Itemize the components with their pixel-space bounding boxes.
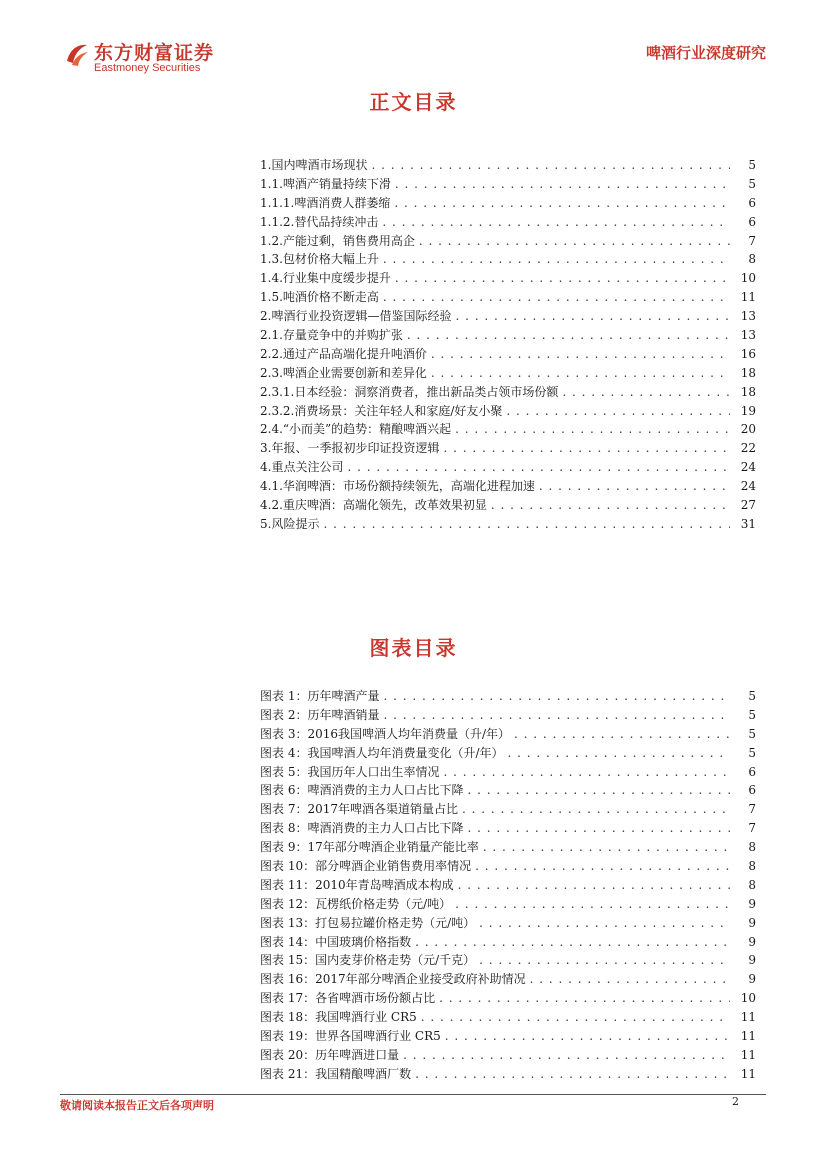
dot-leader [562, 383, 730, 402]
figure-entry[interactable] [260, 763, 756, 782]
toc-entry[interactable] [260, 402, 756, 421]
dot-leader [415, 1065, 730, 1084]
logo-mark-icon [64, 41, 90, 67]
figure-entry-label: 图表 2：历年啤酒销量 [260, 707, 380, 722]
toc-entry-label: 2.4.“小而美”的趋势：精酿啤酒兴起 [260, 422, 452, 437]
toc-entry[interactable] [260, 439, 756, 458]
figure-list-title: 图表目录 [369, 636, 458, 660]
toc-entry[interactable] [260, 345, 756, 364]
figure-entry[interactable] [260, 970, 756, 989]
figure-entry-label: 图表 15：国内麦芽价格走势（元/千克） [260, 953, 476, 968]
dot-leader [514, 725, 730, 744]
toc-entry-label: 2.3.2.消费场景：关注年轻人和家庭/好友小聚 [260, 403, 503, 418]
toc-entry[interactable] [260, 232, 756, 251]
figure-entry[interactable] [260, 933, 756, 952]
dot-leader [445, 1027, 730, 1046]
toc-entry[interactable] [260, 458, 756, 477]
toc-entry-page: 6 [748, 195, 756, 210]
figure-entry-page: 6 [748, 783, 756, 798]
dot-leader [508, 744, 731, 763]
figure-entry[interactable] [260, 838, 756, 857]
figure-entry-label: 图表 16：2017年部分啤酒企业接受政府补助情况 [260, 972, 526, 987]
toc-entry[interactable] [260, 326, 756, 345]
dot-leader [467, 819, 730, 838]
figure-entry[interactable] [260, 1027, 756, 1046]
figure-entry-page: 11 [740, 1010, 756, 1025]
list-of-figures [260, 687, 756, 1084]
toc-entry-page: 8 [748, 252, 756, 267]
figure-entry-page: 8 [748, 877, 756, 892]
toc-entry-page: 27 [740, 498, 756, 513]
figure-entry[interactable] [260, 895, 756, 914]
toc-entry[interactable] [260, 307, 756, 326]
toc-entry[interactable] [260, 383, 756, 402]
toc-entry-label: 1.4.行业集中度缓步提升 [260, 271, 391, 286]
toc-entry-label: 1.2.产能过剩，销售费用高企 [260, 233, 415, 248]
toc-entry-label: 1.5.吨酒价格不断走高 [260, 290, 379, 305]
figure-entry-label: 图表 17：各省啤酒市场份额占比 [260, 991, 436, 1006]
dot-leader [323, 515, 730, 534]
dot-leader [455, 895, 730, 914]
toc-entry-page: 13 [740, 328, 756, 343]
toc-entry-label: 1.1.啤酒产销量持续下滑 [260, 176, 391, 191]
figure-entry[interactable] [260, 1065, 756, 1084]
figure-entry-label: 图表 13：打包易拉罐价格走势（元/吨） [260, 915, 476, 930]
toc-entry[interactable] [260, 194, 756, 213]
figure-entry-label: 图表 10：部分啤酒企业销售费用率情况 [260, 859, 472, 874]
figure-entry-label: 图表 14：中国玻璃价格指数 [260, 934, 412, 949]
dot-leader [530, 970, 730, 989]
logo-chinese-name: 东方财富证券 [94, 42, 215, 64]
figure-entry-page: 11 [740, 1066, 756, 1081]
toc-entry-page: 10 [740, 271, 756, 286]
toc-entry-page: 22 [740, 441, 756, 456]
toc-entry-page: 7 [748, 233, 756, 248]
dot-leader [439, 989, 730, 1008]
dot-leader [347, 458, 730, 477]
dot-leader [491, 496, 730, 515]
toc-entry-page: 18 [740, 365, 756, 380]
dot-leader [467, 781, 730, 800]
figure-entry-label: 图表 3：2016我国啤酒人均年消费量（升/年） [260, 726, 511, 741]
dot-leader [458, 876, 730, 895]
figure-entry[interactable] [260, 989, 756, 1008]
footer-divider [60, 1094, 766, 1095]
toc-entry[interactable] [260, 288, 756, 307]
dot-leader [403, 1046, 730, 1065]
dot-leader [421, 1008, 730, 1027]
dot-leader [479, 914, 730, 933]
dot-leader [419, 232, 730, 251]
figure-entry-label: 图表 12：瓦楞纸价格走势（元/吨） [260, 896, 452, 911]
dot-leader [506, 402, 730, 421]
figure-entry[interactable] [260, 800, 756, 819]
dot-leader [431, 364, 730, 383]
toc-entry[interactable] [260, 364, 756, 383]
toc-entry[interactable] [260, 420, 756, 439]
toc-entry-label: 1.1.2.替代品持续冲击 [260, 214, 379, 229]
dot-leader [407, 326, 730, 345]
dot-leader [431, 345, 730, 364]
figure-entry-label: 图表 8：啤酒消费的主力人口占比下降 [260, 821, 464, 836]
figure-entry-page: 8 [748, 859, 756, 874]
dot-leader [383, 250, 730, 269]
dot-leader [462, 800, 730, 819]
toc-entry-page: 6 [748, 214, 756, 229]
figure-entry-label: 图表 18：我国啤酒行业 CR5 [260, 1010, 417, 1025]
dot-leader [475, 857, 730, 876]
company-logo [60, 38, 260, 78]
figure-entry-label: 图表 4：我国啤酒人均年消费量变化（升/年） [260, 745, 504, 760]
toc-entry[interactable] [260, 269, 756, 288]
figure-entry[interactable] [260, 744, 756, 763]
toc-entry[interactable] [260, 477, 756, 496]
toc-entry-page: 24 [740, 479, 756, 494]
dot-leader [371, 156, 730, 175]
dot-leader [539, 477, 730, 496]
figure-entry[interactable] [260, 819, 756, 838]
dot-leader [394, 194, 730, 213]
toc-entry-page: 11 [740, 290, 756, 305]
dot-leader [415, 933, 730, 952]
toc-entry-label: 3.年报、一季报初步印证投资逻辑 [260, 441, 440, 456]
figure-entry-page: 9 [748, 934, 756, 949]
page-number: 2 [732, 1095, 739, 1108]
toc-title: 正文目录 [369, 90, 458, 114]
toc-entry-page: 5 [748, 158, 756, 172]
toc-entry-label: 1.3.包材价格大幅上升 [260, 252, 379, 267]
dot-leader [382, 213, 730, 232]
toc-entry[interactable] [260, 175, 756, 194]
figure-entry-label: 图表 7：2017年啤酒各渠道销量占比 [260, 802, 458, 817]
toc-entry[interactable] [260, 213, 756, 232]
dot-leader [479, 951, 730, 970]
logo-english-name: Eastmoney Securities [94, 62, 201, 74]
footer-disclaimer: 敬请阅读本报告正文后各项声明 [60, 1099, 214, 1112]
figure-entry-label: 图表 19：世界各国啤酒行业 CR5 [260, 1029, 441, 1044]
figure-entry-label: 图表 20：历年啤酒进口量 [260, 1047, 400, 1062]
figure-entry[interactable] [260, 914, 756, 933]
figure-entry[interactable] [260, 1046, 756, 1065]
figure-entry[interactable] [260, 1008, 756, 1027]
figure-entry-page: 11 [740, 1029, 756, 1044]
figure-entry-label: 图表 21：我国精酿啤酒厂数 [260, 1066, 412, 1081]
dot-leader [383, 706, 730, 725]
toc-entry-label: 2.啤酒行业投资逻辑—借鉴国际经验 [260, 309, 452, 324]
toc-entry-label: 4.2.重庆啤酒：高端化领先，改革效果初显 [260, 498, 487, 513]
toc-entry-label: 4.1.华润啤酒：市场份额持续领先，高端化进程加速 [260, 479, 535, 494]
figure-entry[interactable] [260, 725, 756, 744]
dot-leader [395, 175, 730, 194]
figure-entry-page: 5 [748, 707, 756, 722]
figure-entry-label: 图表 5：我国历年人口出生率情况 [260, 764, 440, 779]
toc-entry-page: 20 [740, 422, 756, 437]
figure-entry-label: 图表 11：2010年青岛啤酒成本构成 [260, 877, 454, 892]
figure-entry-page: 10 [740, 991, 756, 1006]
toc-entry[interactable] [260, 250, 756, 269]
toc-entry-page: 24 [740, 460, 756, 475]
dot-leader [483, 838, 730, 857]
toc-entry-page: 13 [740, 309, 756, 324]
figure-entry-label: 图表 1：历年啤酒产量 [260, 689, 380, 703]
figure-entry-page: 11 [740, 1047, 756, 1062]
dot-leader [383, 687, 730, 706]
toc-entry-label: 2.3.啤酒企业需要创新和差异化 [260, 365, 427, 380]
figure-entry-page: 9 [748, 896, 756, 911]
toc-entry-label: 2.1.存量竞争中的并购扩张 [260, 328, 403, 343]
dot-leader [395, 269, 730, 288]
toc-entry-label: 5.风险提示 [260, 516, 320, 531]
figure-entry-page: 5 [748, 726, 756, 741]
report-type-label: 啤酒行业深度研究 [645, 44, 766, 62]
toc-entry-label: 1.国内啤酒市场现状 [260, 158, 368, 172]
toc-entry-label: 2.2.通过产品高端化提升吨酒价 [260, 346, 427, 361]
figure-entry[interactable] [260, 876, 756, 895]
figure-entry-page: 9 [748, 953, 756, 968]
toc-entry-label: 2.3.1.日本经验：洞察消费者，推出新品类占领市场份额 [260, 384, 559, 399]
figure-entry[interactable] [260, 857, 756, 876]
figure-entry-page: 7 [748, 802, 756, 817]
figure-entry-label: 图表 9：17年部分啤酒企业销量产能比率 [260, 840, 479, 855]
figure-entry-page: 5 [748, 689, 756, 703]
figure-entry-page: 6 [748, 764, 756, 779]
figure-entry-page: 8 [748, 840, 756, 855]
dot-leader [383, 288, 730, 307]
toc-entry-page: 19 [740, 403, 756, 418]
toc-entry-page: 31 [740, 516, 756, 531]
toc-entry[interactable] [260, 156, 756, 175]
dot-leader [455, 420, 730, 439]
dot-leader [455, 307, 730, 326]
figure-entry[interactable] [260, 781, 756, 800]
figure-entry-page: 9 [748, 972, 756, 987]
figure-entry-label: 图表 6：啤酒消费的主力人口占比下降 [260, 783, 464, 798]
toc-entry[interactable] [260, 496, 756, 515]
figure-entry-page: 5 [748, 745, 756, 760]
figure-entry-page: 9 [748, 915, 756, 930]
figure-entry[interactable] [260, 706, 756, 725]
toc-entry-label: 1.1.1.啤酒消费人群萎缩 [260, 195, 391, 210]
toc-entry-page: 16 [740, 346, 756, 361]
figure-entry[interactable] [260, 951, 756, 970]
dot-leader [443, 439, 730, 458]
figure-entry-page: 7 [748, 821, 756, 836]
toc-entry-label: 4.重点关注公司 [260, 460, 344, 475]
figure-entry[interactable] [260, 687, 756, 706]
page-header [60, 38, 766, 80]
toc-entry-page: 18 [740, 384, 756, 399]
toc-entry-page: 5 [748, 176, 756, 191]
toc-entry[interactable] [260, 515, 756, 534]
table-of-contents [260, 156, 756, 534]
dot-leader [443, 763, 730, 782]
